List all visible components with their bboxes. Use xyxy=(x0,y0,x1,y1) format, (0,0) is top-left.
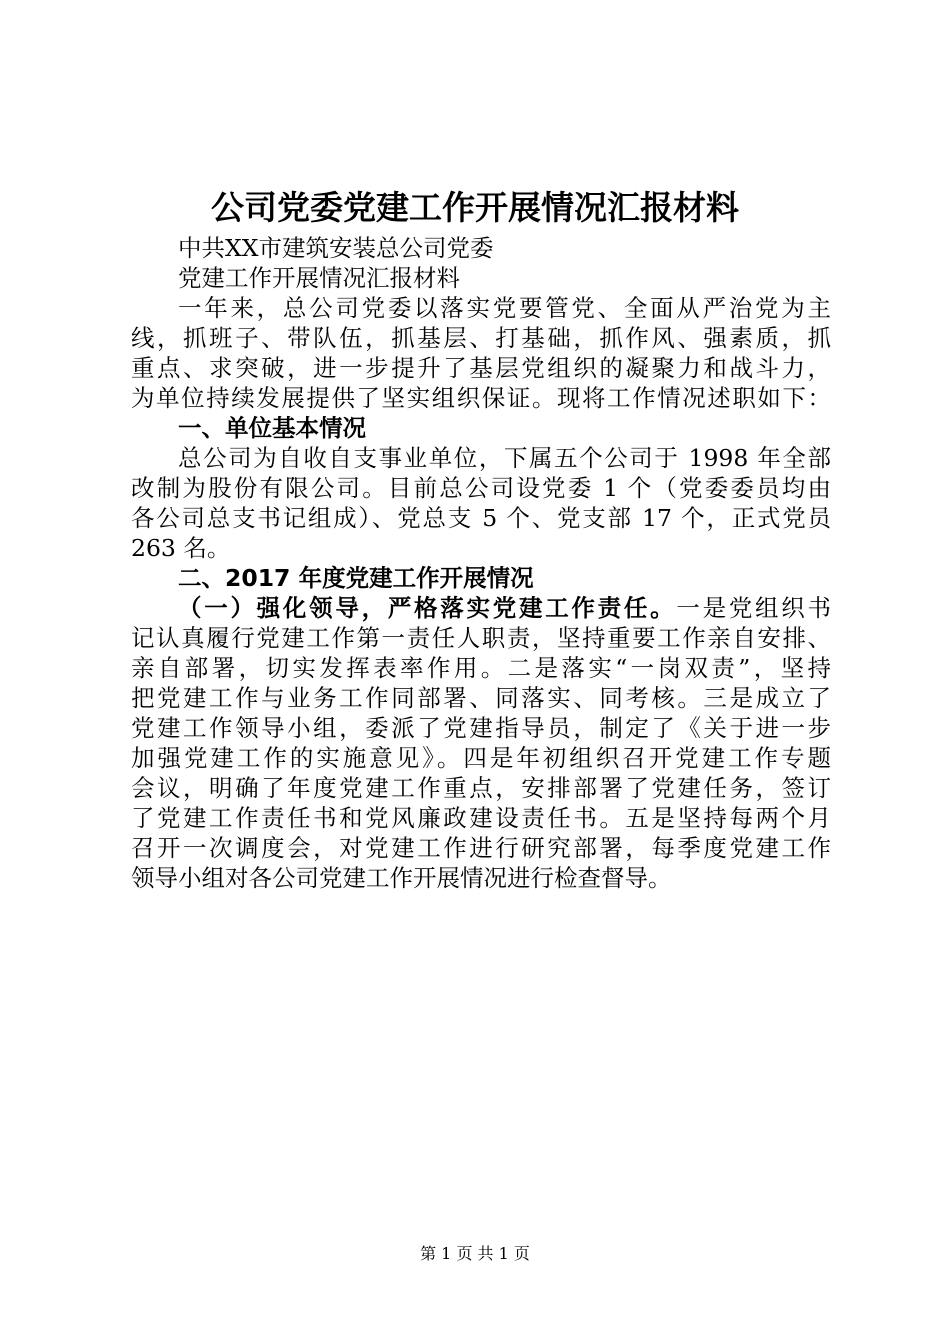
subsection-line-7: 了党建工作责任书和党风廉政建设责任书。五是坚持每两个月 xyxy=(131,804,831,832)
intro-line-2: 线，抓班子、带队伍，抓基层、打基础，抓作风、强素质，抓 xyxy=(131,324,831,352)
section-heading-1: 一、单位基本情况 xyxy=(178,414,366,442)
page-footer: 第 1 页 共 1 页 xyxy=(420,1244,530,1263)
subsection-line-1: 记认真履行党建工作第一责任人职责，坚持重要工作亲自安排、 xyxy=(131,624,831,652)
section1-line-2: 改制为股份有限公司。目前总公司设党委 1 个（党委委员均由 xyxy=(131,474,831,502)
section1-line-3: 各公司总支书记组成）、党总支 5 个、党支部 17 个，正式党员 xyxy=(131,504,831,532)
subsection-line-8: 召开一次调度会，对党建工作进行研究部署，每季度党建工作 xyxy=(131,834,831,862)
subsection-line-2: 亲自部署，切实发挥表率作用。二是落实“一岗双责”，坚持 xyxy=(131,654,831,682)
document-body xyxy=(131,233,831,893)
subtitle-line: 党建工作开展情况汇报材料 xyxy=(178,264,460,292)
subsection-line-6: 会议，明确了年度党建工作重点，安排部署了党建任务，签订 xyxy=(131,774,831,802)
document-title: 公司党委党建工作开展情况汇报材料 xyxy=(211,188,739,227)
section1-line-4: 263 名。 xyxy=(131,534,231,562)
subsection-heading: （一）强化领导，严格落实党建工作责任。 xyxy=(178,594,677,622)
subsection-lead-line xyxy=(131,593,831,623)
subsection-line-9: 领导小组对各公司党建工作开展情况进行检查督导。 xyxy=(131,864,672,892)
intro-line-4: 为单位持续发展提供了坚实组织保证。现将工作情况述职如下： xyxy=(131,384,831,412)
issuer-line: 中共XX市建筑安装总公司党委 xyxy=(178,234,494,262)
subsection-line-3: 把党建工作与业务工作同部署、同落实、同考核。三是成立了 xyxy=(131,684,831,712)
subsection-line-5: 加强党建工作的实施意见》。四是年初组织召开党建工作专题 xyxy=(131,744,831,772)
intro-line-3: 重点、求突破，进一步提升了基层党组织的凝聚力和战斗力， xyxy=(131,354,831,382)
subsection-line-4: 党建工作领导小组，委派了党建指导员，制定了《关于进一步 xyxy=(131,714,831,742)
subsection-lead-text: 一是党组织书 xyxy=(676,594,832,622)
section-heading-2: 二、2017 年度党建工作开展情况 xyxy=(178,564,534,592)
section1-line-1: 总公司为自收自支事业单位，下属五个公司于 1998 年全部 xyxy=(178,444,831,472)
intro-line-1: 一年来，总公司党委以落实党要管党、全面从严治党为主 xyxy=(178,294,831,322)
